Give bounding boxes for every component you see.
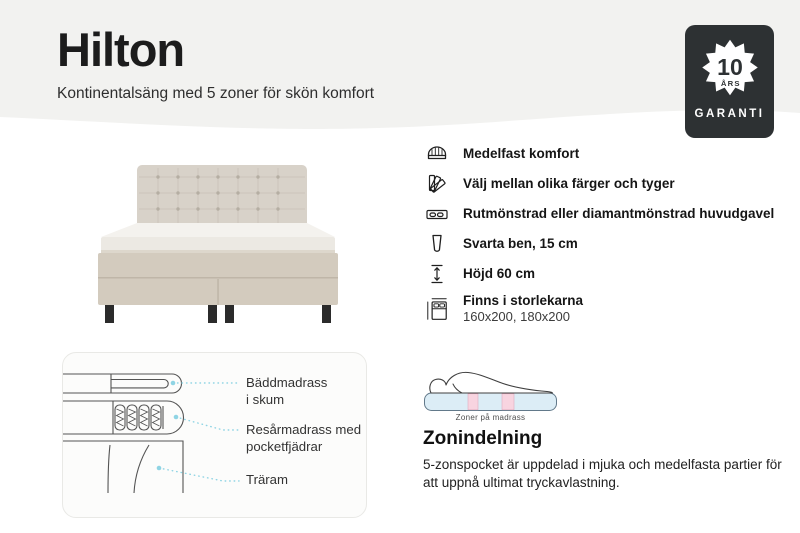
warranty-years-unit: ÅRS [720, 78, 741, 88]
label-foam-mattress: Bäddmadrass [246, 375, 328, 390]
zone-description: 5-zonspocket är uppdelad i mjuka och medelfasta partier för att uppnå ultimat tryckavlastning. [423, 457, 782, 490]
label-spring-mattress: Resårmadrass med [246, 422, 362, 437]
feature-sizes-value: 160x200, 180x200 [463, 309, 570, 325]
warranty-label: GARANTI [694, 108, 765, 120]
page-subtitle: Kontinentalsäng med 5 zoner för skön komfort [57, 84, 375, 102]
warranty-years: 10 [716, 54, 743, 81]
feature-label: Svarta ben, 15 cm [463, 236, 578, 252]
feature-row-comfort [424, 139, 784, 169]
feature-label: Medelfast komfort [463, 146, 580, 162]
feature-list [424, 139, 784, 329]
feature-label [463, 293, 583, 325]
bed-sizes-icon [424, 296, 450, 322]
zone-illustration-caption: Zoner på madrass [455, 413, 526, 422]
feature-label: Välj mellan olika färger och tyger [463, 176, 675, 192]
bed-leg-icon [424, 231, 450, 257]
bed-product-image [98, 160, 338, 325]
feature-row-headboard [424, 199, 784, 229]
feature-label-main: Finns i storlekarna [463, 292, 584, 308]
mattress-cross-section-diagram [63, 353, 366, 517]
starburst-icon [693, 32, 767, 106]
cross-section-card [62, 352, 367, 518]
page-title: Hilton [57, 23, 185, 76]
zone-heading: Zonindelning [423, 428, 543, 449]
warranty-badge [685, 25, 774, 138]
feature-label: Rutmönstrad eller diamantmönstrad huvudgavel [463, 206, 775, 222]
headboard-icon [424, 201, 450, 227]
feature-row-sizes [424, 289, 784, 329]
height-measure-icon [424, 261, 450, 287]
feature-row-fabrics [424, 169, 784, 199]
header [57, 24, 374, 103]
label-spring-mattress-line2: pocketfjädrar [246, 439, 323, 454]
mattress-comfort-icon [424, 141, 450, 167]
label-wooden-frame: Träram [246, 472, 289, 487]
feature-row-legs [424, 229, 784, 259]
feature-row-height [424, 259, 784, 289]
label-foam-mattress-line2: i skum [246, 392, 285, 407]
feature-label: Höjd 60 cm [463, 266, 536, 282]
fabric-swatches-icon [424, 171, 450, 197]
zone-mattress-illustration [423, 362, 558, 414]
